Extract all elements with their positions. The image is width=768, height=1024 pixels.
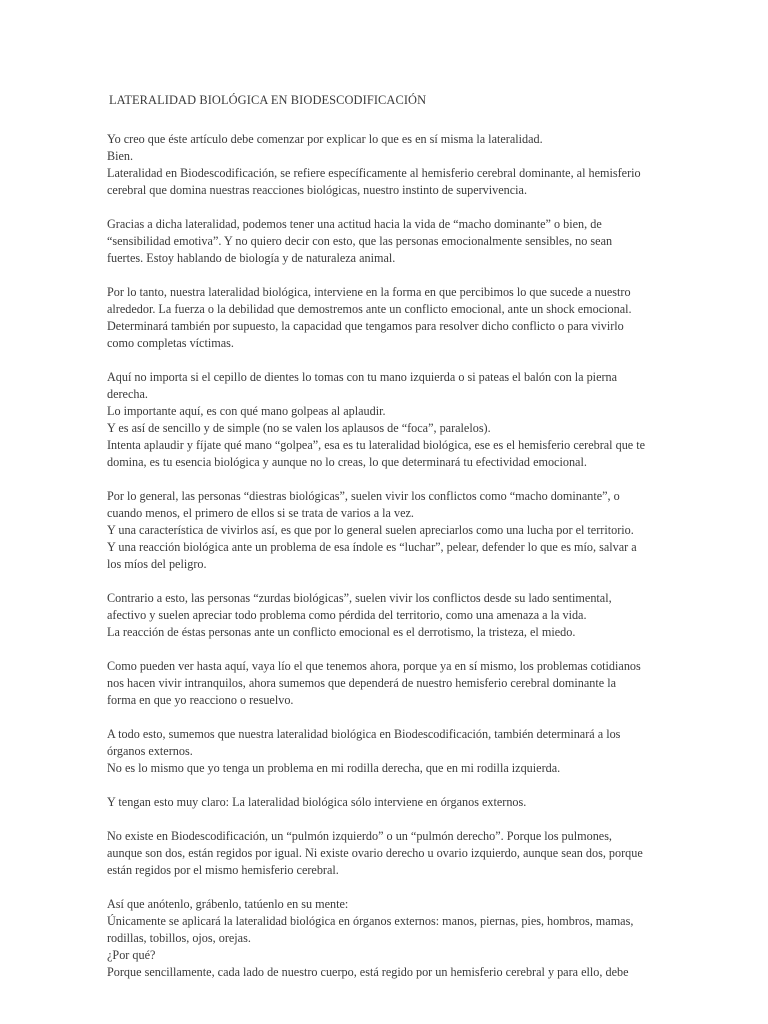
paragraph — [107, 828, 647, 879]
text-line: Por lo tanto, nuestra lateralidad biológica, interviene en la forma en que percibimos lo que sucede a nuestro — [107, 285, 631, 299]
text-line: Porque sencillamente, cada lado de nuestro cuerpo, está regido por un hemisferio cerebral y para ello, debe — [107, 965, 629, 979]
text-line: aunque son dos, están regidos por igual. Ni existe ovario derecho u ovario izquierdo, aunque sean dos, porque — [107, 846, 643, 860]
paragraph — [107, 284, 647, 352]
text-line: Únicamente se aplicará la lateralidad biológica en órganos externos: manos, piernas, pies, hombros, mamas, — [107, 914, 634, 928]
text-line: Como pueden ver hasta aquí, vaya lío el que tenemos ahora, porque ya en sí mismo, los problemas cotidianos — [107, 659, 641, 673]
text-line: afectivo y suelen apreciar todo problema como pérdida del territorio, como una amenaza a la vida. — [107, 608, 587, 622]
text-line: como completas víctimas. — [107, 336, 234, 350]
text-line: están regidos por el mismo hemisferio cerebral. — [107, 863, 339, 877]
text-line: cerebral que domina nuestras reacciones biológicas, nuestro instinto de supervivencia. — [107, 183, 527, 197]
text-line: Y una característica de vivirlos así, es que por lo general suelen apreciarlos como una lucha por el territorio. — [107, 523, 634, 537]
text-line: Y es así de sencillo y de simple (no se valen los aplausos de “foca”, paralelos). — [107, 421, 491, 435]
text-line: órganos externos. — [107, 744, 193, 758]
paragraph — [107, 794, 647, 811]
text-line: Bien. — [107, 149, 134, 163]
text-line: La reacción de éstas personas ante un conflicto emocional es el derrotismo, la tristeza, el miedo. — [107, 625, 576, 639]
paragraph — [107, 658, 647, 709]
text-line: ¿Por qué? — [107, 948, 156, 962]
paragraph — [107, 216, 647, 267]
document-title: LATERALIDAD BIOLÓGICA EN BIODESCODIFICACIÓN — [109, 93, 427, 107]
text-line: Determinará también por supuesto, la capacidad que tengamos para resolver dicho conflicto o para vivirlo — [107, 319, 624, 333]
text-line: No existe en Biodescodificación, un “pulmón izquierdo” o un “pulmón derecho”. Porque los pulmones, — [107, 829, 612, 843]
paragraph — [107, 131, 647, 199]
paragraph — [107, 896, 647, 981]
text-line: A todo esto, sumemos que nuestra lateralidad biológica en Biodescodificación, también determinará a los — [107, 727, 621, 741]
text-line: domina, es tu esencia biológica y aunque no lo creas, lo que determinará tu efectividad emocional. — [107, 455, 587, 469]
text-line: derecha. — [107, 387, 148, 401]
paragraph — [107, 726, 647, 777]
text-line: Gracias a dicha lateralidad, podemos tener una actitud hacia la vida de “macho dominante” o bien, de — [107, 217, 602, 231]
text-line: los míos del peligro. — [107, 557, 207, 571]
text-line: Por lo general, las personas “diestras biológicas”, suelen vivir los conflictos como “macho dominante”, o — [107, 489, 620, 503]
text-line: No es lo mismo que yo tenga un problema en mi rodilla derecha, que en mi rodilla izquierda. — [107, 761, 561, 775]
paragraph-list — [107, 131, 647, 981]
text-line: Y tengan esto muy claro: La lateralidad biológica sólo interviene en órganos externos. — [107, 795, 527, 809]
text-line: Contrario a esto, las personas “zurdas biológicas”, suelen vivir los conflictos desde su lado sentimental, — [107, 591, 612, 605]
document-body — [107, 92, 647, 998]
paragraph — [107, 369, 647, 471]
text-line: Lo importante aquí, es con qué mano golpeas al aplaudir. — [107, 404, 386, 418]
text-line: forma en que yo reacciono o resuelvo. — [107, 693, 294, 707]
text-line: “sensibilidad emotiva”. Y no quiero decir con esto, que las personas emocionalmente sensibles, no sean — [107, 234, 613, 248]
text-line: fuertes. Estoy hablando de biología y de naturaleza animal. — [107, 251, 396, 265]
text-line: Lateralidad en Biodescodificación, se refiere específicamente al hemisferio cerebral dominante, al hemisferio — [107, 166, 641, 180]
text-line: Yo creo que éste artículo debe comenzar por explicar lo que es en sí misma la lateralidad. — [107, 132, 543, 146]
paragraph — [107, 590, 647, 641]
text-line: Y una reacción biológica ante un problema de esa índole es “luchar”, pelear, defender lo que es mío, salvar a — [107, 540, 637, 554]
text-line: rodillas, tobillos, ojos, orejas. — [107, 931, 251, 945]
text-line: Así que anótenlo, grábenlo, tatúenlo en su mente: — [107, 897, 349, 911]
text-line: Aquí no importa si el cepillo de dientes lo tomas con tu mano izquierda o si pateas el balón con la pierna — [107, 370, 618, 384]
text-line: Intenta aplaudir y fíjate qué mano “golpea”, esa es tu lateralidad biológica, ese es el hemisferio cerebral que te — [107, 438, 646, 452]
text-line: alrededor. La fuerza o la debilidad que demostremos ante un conflicto emocional, ante un shock emocional. — [107, 302, 632, 316]
text-line: nos hacen vivir intranquilos, ahora sumemos que dependerá de nuestro hemisferio cerebral dominante la — [107, 676, 616, 690]
paragraph — [107, 488, 647, 573]
text-line: cuando menos, el primero de ellos si se trata de varios a la vez. — [107, 506, 414, 520]
